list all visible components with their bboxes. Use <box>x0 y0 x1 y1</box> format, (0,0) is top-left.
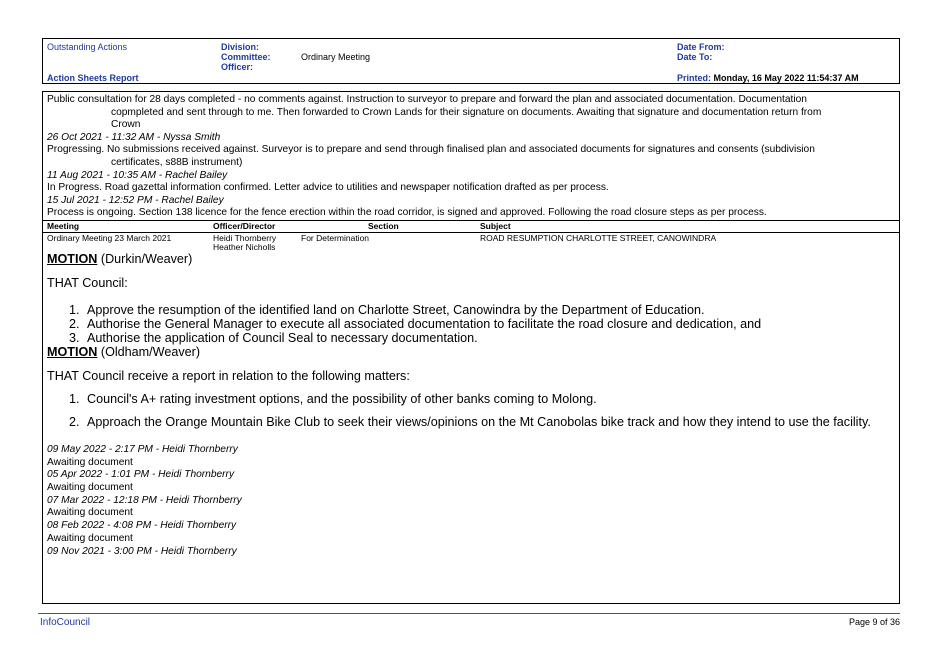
log-entry: Awaiting document <box>47 482 133 494</box>
motion-item: 2. Authorise the General Manager to execute all associated documentation to facilitate the road closure and dedication, and <box>83 317 899 331</box>
column-header-subject: Subject <box>480 220 511 231</box>
note-timestamp: 11 Aug 2021 - 10:35 AM - Rachel Bailey <box>47 169 228 181</box>
column-header-section: Section <box>368 220 399 231</box>
motion-item: 1. Council's A+ rating investment options, and the possibility of other banks coming to Molong. <box>83 392 899 406</box>
committee-label: Committee: <box>221 52 271 62</box>
motion-heading <box>43 252 899 266</box>
date-to-label: Date To: <box>677 52 713 62</box>
note-line: Crown <box>111 119 141 131</box>
officer-cell <box>213 234 276 253</box>
infocouncil-brand: InfoCouncil <box>40 617 91 628</box>
meeting-cell: Ordinary Meeting 23 March 2021 <box>47 232 172 243</box>
log-entry: Awaiting document <box>47 507 133 519</box>
director-name: Heather Nicholls <box>213 242 276 253</box>
log-timestamp: 09 Nov 2021 - 3:00 PM - Heidi Thornberry <box>47 545 237 557</box>
note-line: certificates, s88B instrument) <box>111 156 243 168</box>
motion-list <box>43 392 899 429</box>
section-cell: For Determination <box>301 232 370 243</box>
officer-label: Officer: <box>221 62 254 72</box>
note-line: copmpleted and sent through to me. Then forwarded to Crown Lands for their signature on documents. Awaiting that signature and documentation return from <box>111 106 822 118</box>
log-timestamp: 09 May 2022 - 2:17 PM - Heidi Thornberry <box>47 443 238 455</box>
page-number: Page 9 of 36 <box>848 617 900 627</box>
note-line: Public consultation for 28 days completed - no comments against. Instruction to surveyor to prepare and forward the plan and associated documentation. Documentation <box>47 94 807 105</box>
progress-note: In Progress. Road gazettal information confirmed. Letter advice to utilities and newspaper notification drafted as per process. <box>47 182 609 194</box>
date-from-label: Date From: <box>677 42 725 52</box>
note-timestamp: 26 Oct 2021 - 11:32 AM - Nyssa Smith <box>47 131 221 143</box>
subject-cell: ROAD RESUMPTION CHARLOTTE STREET, CANOWINDRA <box>480 232 717 243</box>
motion-label: MOTION <box>47 251 98 266</box>
division-label: Division: <box>221 42 260 52</box>
outstanding-actions-label: Outstanding Actions <box>47 42 128 52</box>
motion-movers: (Durkin/Weaver) <box>97 251 193 266</box>
progress-note <box>43 144 899 169</box>
motion-heading <box>43 345 899 359</box>
motion-intro: THAT Council: <box>47 275 128 290</box>
note-line: Progressing. No submissions received against. Surveyor is to prepare and send through finalised plan and associated documents for signatures and consents (subdivision <box>47 144 815 156</box>
table-row <box>43 233 899 252</box>
log-entry: Awaiting document <box>47 532 133 544</box>
progress-note <box>43 94 899 132</box>
printed-line <box>677 73 859 83</box>
note-timestamp: 15 Jul 2021 - 12:52 PM - Rachel Bailey <box>47 194 224 206</box>
table-header <box>43 220 899 233</box>
motion-intro: THAT Council receive a report in relation to the following matters: <box>47 368 410 383</box>
motion-item: 1. Approve the resumption of the identified land on Charlotte Street, Canowindra by the Department of Education. <box>83 303 899 317</box>
motion-list <box>43 303 899 345</box>
action-sheets-report-label: Action Sheets Report <box>47 73 139 83</box>
action-sheet-body <box>42 91 900 604</box>
report-header <box>42 38 900 84</box>
progress-note: Process is ongoing. Section 138 licence for the fence erection within the road corridor, is signed and approved. Following the road closure steps as per process. <box>47 207 767 219</box>
log-timestamp: 08 Feb 2022 - 4:08 PM - Heidi Thornberry <box>47 520 237 532</box>
printed-label: Printed: <box>677 73 712 83</box>
log-entry: Awaiting document <box>47 456 133 468</box>
motion-movers: (Oldham/Weaver) <box>97 344 201 359</box>
motion-item: 2. Approach the Orange Mountain Bike Club to seek their views/opinions on the Mt Canobolas bike track and how they intend to use the facility. <box>83 415 899 429</box>
log-timestamp: 05 Apr 2022 - 1:01 PM - Heidi Thornberry <box>47 469 235 481</box>
column-header-meeting: Meeting <box>47 220 80 231</box>
committee-value: Ordinary Meeting <box>301 52 371 62</box>
printed-value: Monday, 16 May 2022 11:54:37 AM <box>713 73 859 83</box>
motion-label: MOTION <box>47 344 98 359</box>
footer-divider <box>38 613 900 614</box>
log-timestamp: 07 Mar 2022 - 12:18 PM - Heidi Thornberry <box>47 494 242 506</box>
motion-item: 3. Authorise the application of Council Seal to necessary documentation. <box>83 331 899 345</box>
column-header-officer: Officer/Director <box>213 220 276 231</box>
officer-name: Heidi Thornberry <box>213 232 277 243</box>
